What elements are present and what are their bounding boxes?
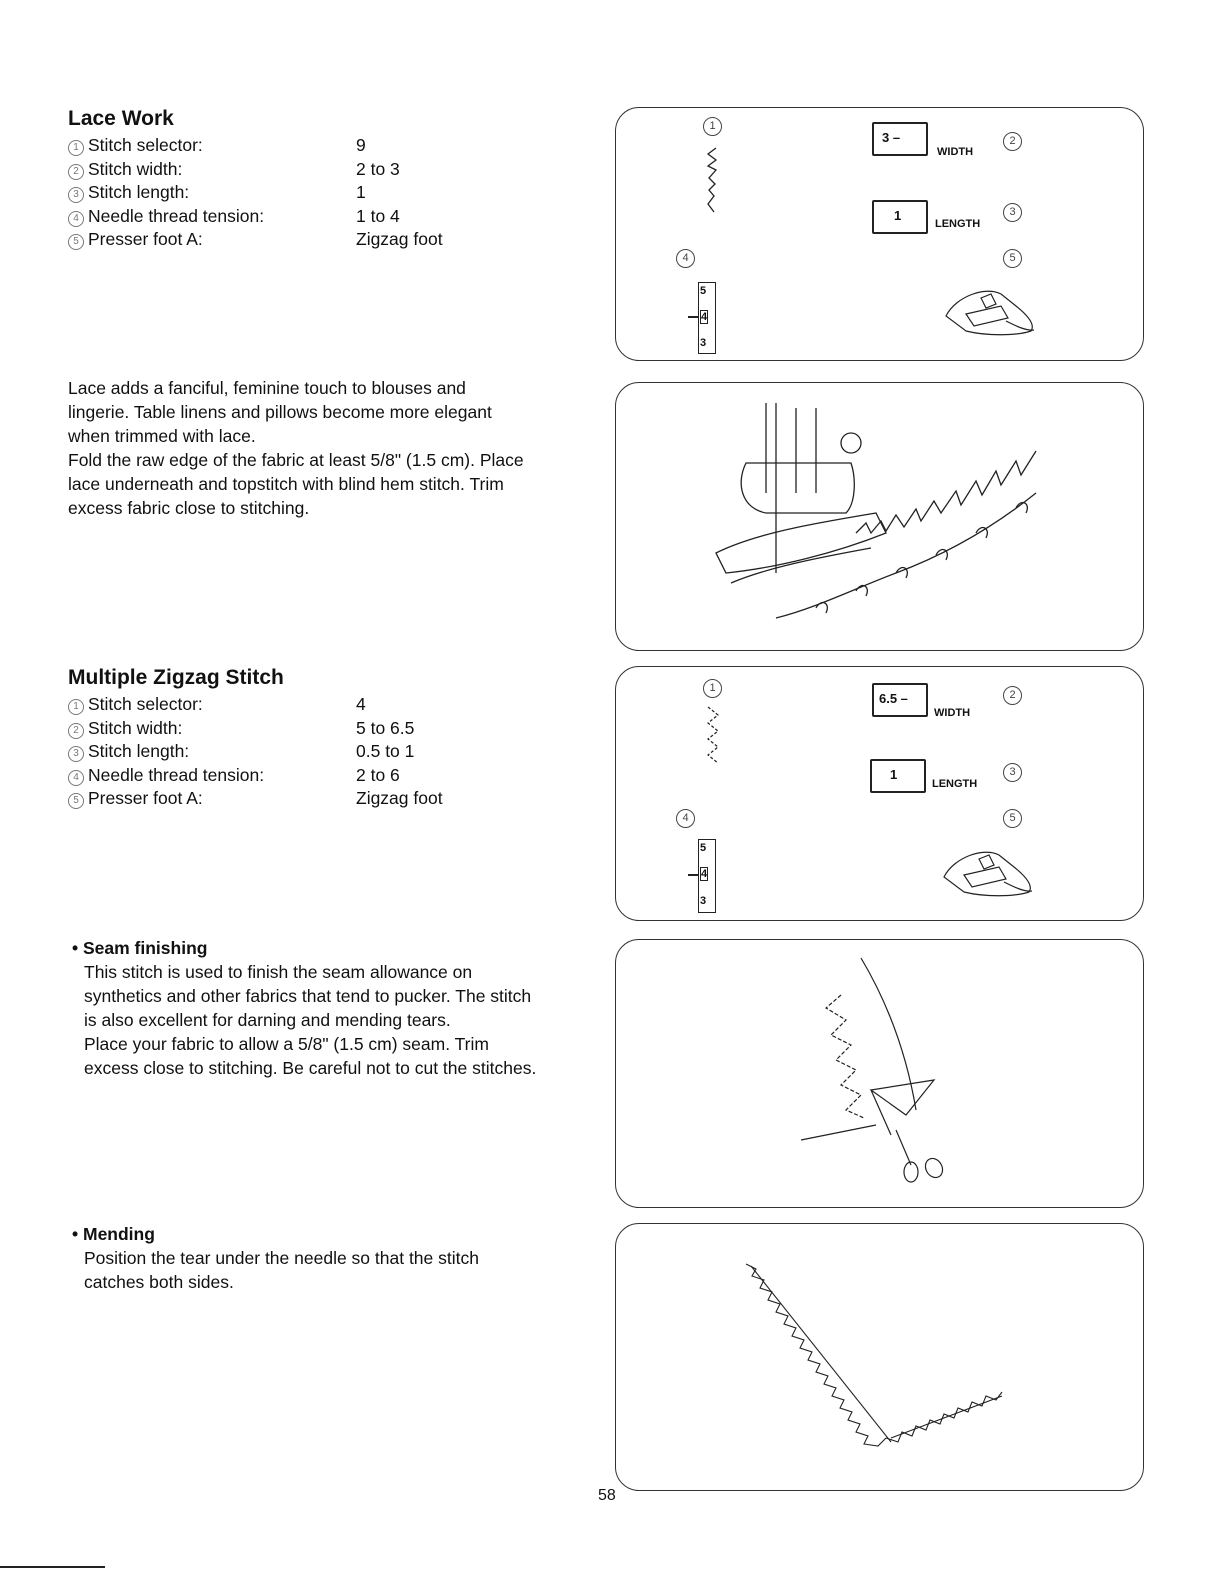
callout-5: 5 [1003, 249, 1022, 268]
setting-label: Stitch length: [88, 741, 190, 761]
tension-pointer [688, 316, 698, 318]
width-label: WIDTH [934, 707, 971, 719]
setting-value: 2 to 6 [356, 764, 400, 785]
mending-panel [615, 1223, 1144, 1491]
description-line: lingerie. Table linens and pillows become more elegant [68, 402, 492, 422]
lace-work-title: Lace Work [68, 107, 174, 130]
settings-row [68, 787, 468, 811]
callout-1: 1 [703, 679, 722, 698]
tension-mark: 4 [701, 868, 708, 880]
setting-value: 0.5 to 1 [356, 741, 415, 761]
settings-row [68, 764, 468, 788]
setting-value: Zigzag foot [356, 229, 443, 249]
lace-settings-panel [615, 107, 1144, 361]
callout-1: 1 [703, 117, 722, 136]
callout-number: 1 [68, 699, 84, 715]
multiple-zigzag-title: Multiple Zigzag Stitch [68, 666, 284, 689]
callout-2: 2 [1003, 132, 1022, 151]
description-line: Fold the raw edge of the fabric at least 5/8" (1.5 cm). Place [68, 450, 524, 470]
lace-illustration-panel [615, 382, 1144, 651]
description-line: Place your fabric to allow a 5/8" (1.5 cm) seam. Trim [84, 1034, 489, 1054]
sewing-lace-illustration [616, 383, 1143, 650]
seam-finishing-section [72, 936, 612, 1080]
width-value: 6.5 – [879, 691, 908, 706]
scissors-trimming-illustration [616, 940, 1143, 1207]
tension-dial [698, 839, 716, 913]
setting-label: Stitch selector: [88, 694, 203, 714]
length-label: LENGTH [935, 218, 981, 230]
settings-row [68, 228, 468, 252]
length-dial [870, 759, 926, 793]
description-line: excess fabric close to stitching. [68, 498, 310, 518]
tension-mark: 5 [700, 285, 707, 297]
setting-value: Zigzag foot [356, 788, 443, 808]
callout-number: 3 [68, 746, 84, 762]
callout-number: 3 [68, 187, 84, 203]
width-value: 3 – [882, 130, 901, 145]
setting-label: Needle thread tension: [88, 764, 265, 785]
callout-5: 5 [1003, 809, 1022, 828]
setting-label: Needle thread tension: [88, 205, 265, 226]
settings-row [68, 158, 468, 182]
callout-number: 2 [68, 164, 84, 180]
tension-mark: 3 [700, 337, 707, 349]
bottom-rule [0, 1566, 105, 1568]
tension-pointer [688, 874, 698, 876]
multiple-zigzag-settings [68, 693, 468, 811]
description-line: is also excellent for darning and mending tears. [84, 1010, 451, 1030]
callout-2: 2 [1003, 686, 1022, 705]
width-dial [872, 122, 928, 156]
callout-number: 2 [68, 723, 84, 739]
description-line: excess close to stitching. Be careful not to cut the stitches. [84, 1058, 537, 1078]
description-line: catches both sides. [84, 1272, 234, 1292]
setting-value: 1 [356, 182, 366, 202]
seam-finishing-heading: • Seam finishing [72, 938, 208, 958]
callout-3: 3 [1003, 763, 1022, 782]
tension-dial [698, 282, 716, 354]
zigzag-settings-panel [615, 666, 1144, 921]
callout-3: 3 [1003, 203, 1022, 222]
setting-value: 1 to 4 [356, 205, 400, 226]
setting-label: Stitch length: [88, 182, 190, 202]
description-line: when trimmed with lace. [68, 426, 256, 446]
tension-mark: 4 [701, 311, 708, 323]
callout-number: 5 [68, 234, 84, 250]
description-line: Lace adds a fanciful, feminine touch to blouses and [68, 378, 466, 398]
description-line: lace underneath and topstitch with blind hem stitch. Trim [68, 474, 504, 494]
length-label: LENGTH [932, 778, 978, 790]
description-line: This stitch is used to finish the seam allowance on [84, 962, 473, 982]
settings-row [68, 181, 468, 205]
setting-label: Stitch selector: [88, 135, 203, 155]
mended-tear-illustration [616, 1224, 1143, 1490]
page-number: 58 [598, 1487, 616, 1504]
lace-work-description [68, 376, 608, 520]
length-value: 1 [890, 767, 898, 782]
tension-mark: 3 [700, 895, 707, 907]
tension-mark: 5 [700, 842, 707, 854]
setting-value: 4 [356, 694, 366, 714]
lace-work-settings [68, 134, 468, 252]
mending-section [72, 1222, 612, 1294]
settings-row [68, 740, 468, 764]
description-line: synthetics and other fabrics that tend to pucker. The stitch [84, 986, 532, 1006]
setting-value: 2 to 3 [356, 158, 400, 179]
setting-value: 9 [356, 135, 366, 155]
callout-number: 1 [68, 140, 84, 156]
setting-label: Presser foot A: [88, 788, 203, 808]
callout-4: 4 [676, 809, 695, 828]
setting-label: Stitch width: [88, 717, 183, 738]
seam-finishing-panel [615, 939, 1144, 1208]
settings-row [68, 134, 468, 158]
callout-number: 5 [68, 793, 84, 809]
width-dial [872, 683, 928, 717]
setting-label: Stitch width: [88, 158, 183, 179]
settings-row [68, 693, 468, 717]
length-value: 1 [894, 208, 902, 223]
settings-row [68, 717, 468, 741]
length-dial [872, 200, 928, 234]
mending-heading: • Mending [72, 1224, 155, 1244]
width-label: WIDTH [937, 146, 974, 158]
setting-label: Presser foot A: [88, 229, 203, 249]
settings-row [68, 205, 468, 229]
description-line: Position the tear under the needle so that the stitch [84, 1248, 479, 1268]
callout-4: 4 [676, 249, 695, 268]
setting-value: 5 to 6.5 [356, 717, 415, 738]
callout-number: 4 [68, 211, 84, 227]
callout-number: 4 [68, 770, 84, 786]
